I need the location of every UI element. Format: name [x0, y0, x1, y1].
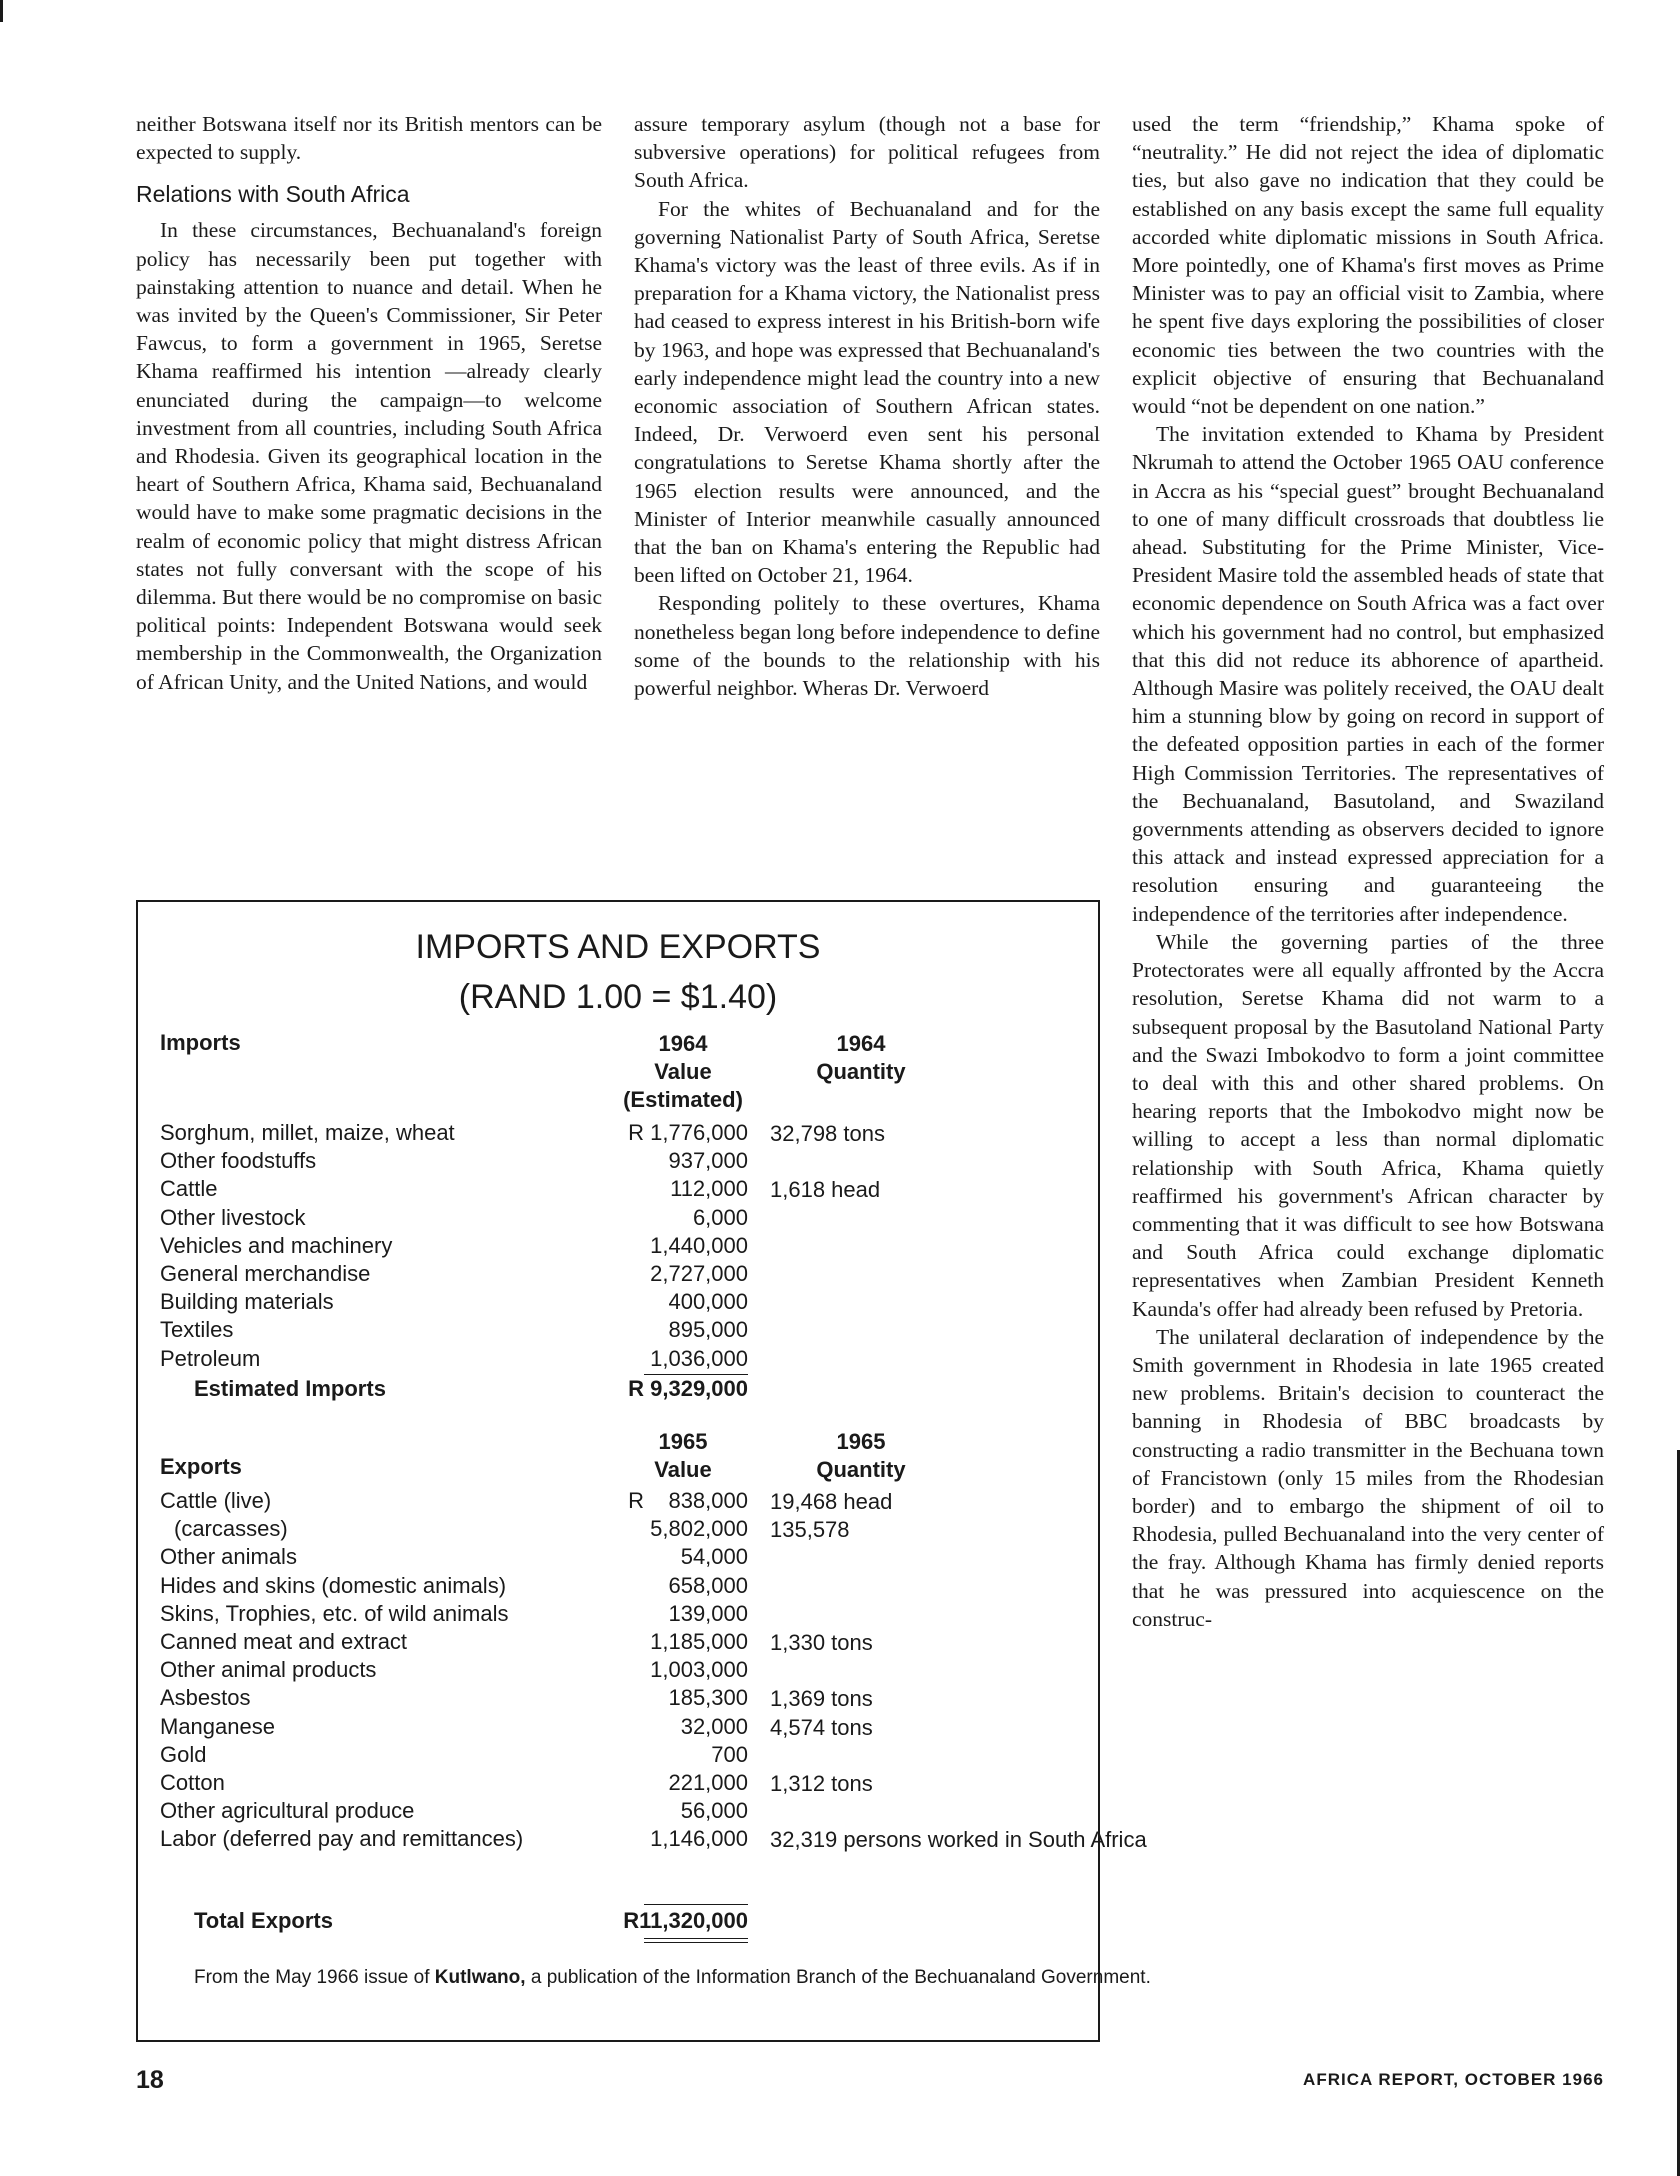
table-row-value: 700: [711, 1741, 748, 1767]
table-row-value: 185,300: [668, 1685, 748, 1711]
table-row-quantity: 1,312 tons: [770, 1771, 873, 1796]
table-row-value: 54,000: [680, 1544, 748, 1570]
total-rule-top: [644, 1904, 748, 1905]
table-row-item: Vehicles and machinery: [160, 1232, 393, 1258]
table-row-value: 400,000: [668, 1289, 748, 1315]
section-heading: Relations with South Africa: [136, 181, 410, 208]
table-row-item: Cattle (live): [160, 1488, 272, 1513]
table-row-quantity: 1,330 tons: [770, 1630, 873, 1655]
table-row-value: 1,440,000: [650, 1232, 748, 1258]
table-row-value: 658,000: [668, 1572, 748, 1598]
table-row-item: Canned meat and extract: [160, 1629, 408, 1654]
page-number: 18: [136, 2066, 164, 2094]
subtotal-rule: [644, 1374, 748, 1375]
exports-label: Exports: [160, 1454, 242, 1479]
table-row-value: 1,185,000: [650, 1629, 748, 1654]
table-subtitle: (RAND 1.00 = $1.40): [458, 978, 778, 1016]
paragraph: In these circumstances, Bechuanaland's foreign policy has necessarily been put together with painstaking attention to nuance and detail. When he was invited by the Queen's Commissioner, Sir Peter Fawcus, to form a government in 1965, Seretse Khama reaffirmed his intention —already clearly enunciated during the campaign—to welcome investment from all countries, including South Africa and Rhodesia. Given its geographical location in the heart of Southern Africa, Khama said, Bechuanaland would have to make some pragmatic decisions in the realm of economic policy that might distress African states not fully conversant with the scope of his dilemma. But there would be no compromise on basic political points: Independent Botswana would seek membership in the Commonwealth, the Organization of African Unity, and the United Nations, and would: [136, 218, 602, 694]
table-row-item: Textiles: [160, 1317, 234, 1343]
table-row-quantity: 32,798 tons: [770, 1121, 885, 1146]
table-row-value: R 1,776,000: [628, 1120, 748, 1145]
table-row-value: 1,003,000: [650, 1657, 748, 1683]
table-source-caption: From the May 1966 issue of Kutlwano, a publication of the Information Branch of the Bechuanaland Government.: [194, 1967, 1151, 1988]
table-row-item: (carcasses): [174, 1516, 288, 1542]
table-row-value: 1,036,000: [650, 1345, 748, 1371]
table-row-item: Labor (deferred pay and remittances): [160, 1826, 524, 1852]
table-row-value: 937,000: [668, 1148, 748, 1174]
table-row-item: Manganese: [160, 1713, 275, 1739]
table-row-value: 112,000: [670, 1176, 748, 1202]
table-row-value: 139,000: [668, 1600, 748, 1626]
paragraph: The unilateral declaration of independence by the Smith government in Rhodesia in late 1965 created new problems. Britain's decision to counteract the banning in Rhodesia of BBC broadcasts by constructing a radio transmitter in the Bechuana town of Francistown (only 15 miles from the Rhodesian border) and to embargo the shipment of oil to Rhodesia, pulled Bechuanaland into the very center of the fray. Although Khama has firmly denied reports that he was pressured into acquiescence on the construc-: [1132, 1324, 1604, 1631]
table-row-value: 2,727,000: [650, 1261, 748, 1286]
total-rule-bottom-1: [644, 1938, 748, 1939]
table-row-item: Other animal products: [160, 1657, 377, 1683]
table-row-item: Gold: [160, 1741, 207, 1767]
table-row-value: R 838,000: [628, 1488, 748, 1513]
table-row-item: Hides and skins (domestic animals): [160, 1572, 507, 1598]
table-row-quantity: 135,578: [770, 1517, 850, 1543]
table-row-value: 32,000: [680, 1713, 748, 1739]
imports-value-header: 1964 Value (Estimated): [623, 1031, 743, 1112]
table-row-item: Other animals: [160, 1544, 297, 1570]
article-column-1: [136, 110, 602, 696]
table-row-value: 6,000: [692, 1204, 748, 1230]
paragraph: used the term “friendship,” Khama spoke of “neutrality.” He did not reject the idea of diplomatic ties, but also gave no indication that they could be established on any basis except the same full equality accorded white diplomatic missions in South Africa. More pointedly, one of Khama's first moves as Prime Minister was to pay an official visit to Zambia, where he spent five days exploring the possibilities of closer economic ties between the two countries with the explicit objective of ensuring that Bechuanaland would “not be dependent on one nation.”: [1132, 112, 1604, 419]
imports-label: Imports: [160, 1030, 241, 1055]
table-row-item: Building materials: [160, 1289, 334, 1315]
table-row-value: 1,146,000: [650, 1826, 748, 1852]
table-row-quantity: 4,574 tons: [770, 1714, 873, 1740]
article-column-2: [634, 110, 1100, 702]
publication-line: AFRICA REPORT, OCTOBER 1966: [1303, 2070, 1604, 2089]
table-row-item: Petroleum: [160, 1345, 261, 1371]
table-row-value: 895,000: [668, 1317, 748, 1343]
table-row-quantity: 1,618 head: [770, 1177, 881, 1203]
table-row-item: Skins, Trophies, etc. of wild animals: [160, 1600, 509, 1626]
table-row-item: Other livestock: [160, 1204, 306, 1230]
table-row-item: Other foodstuffs: [160, 1148, 317, 1174]
paragraph: The invitation extended to Khama by President Nkrumah to attend the October 1965 OAU conference in Accra as his “special guest” brought Bechuanaland to one of many difficult crossroads that doubtless lie ahead. Substituting for the Prime Minister, Vice-President Masire told the assembled heads of state that economic dependence on South Africa was a fact over which his government had no control, but emphasized that this did not reduce its abhorence of apartheid. Although Masire was politely received, the OAU dealt him a stunning blow by going on record in support of the defeated opposition parties in each of the former High Commission Territories. The representatives of the Bechuanaland, Basutoland, and Swaziland governments attending as observers decided to ignore this attack and instead expressed appreciation for a resolution ensuring and guaranteeing the independence of the territories after independence.: [1132, 422, 1604, 926]
table-row-value: 221,000: [668, 1770, 748, 1795]
paragraph: neither Botswana itself nor its British mentors can be expected to supply.: [136, 112, 602, 165]
total-exports-value: R11,320,000: [623, 1908, 748, 1933]
table-title: IMPORTS AND EXPORTS: [415, 928, 821, 966]
paragraph: Responding politely to these overtures, Khama nonetheless began long before independence to define some of the bounds to the relationship with his powerful neighbor. Wheras Dr. Verwoerd: [634, 591, 1100, 701]
table-row-item: Other agricultural produce: [160, 1798, 415, 1824]
table-row-value: 5,802,000: [650, 1516, 748, 1542]
exports-value-header: 1965 Value: [654, 1429, 712, 1482]
exports-quantity-header: 1965 Quantity: [816, 1429, 906, 1482]
table-row-item: Cattle: [160, 1176, 218, 1202]
total-rule-bottom-2: [644, 1942, 748, 1943]
table-row-item: General merchandise: [160, 1261, 371, 1286]
imports-quantity-header: 1964 Quantity: [816, 1031, 906, 1084]
table-row-item: Asbestos: [160, 1685, 251, 1711]
paragraph: assure temporary asylum (though not a base for subversive operations) for political refugees from South Africa.: [634, 112, 1100, 193]
table-row-quantity: 1,369 tons: [770, 1686, 873, 1712]
table-row-item: Cotton: [160, 1770, 225, 1795]
paragraph: While the governing parties of the three Protectorates were all equally affronted by the Accra resolution, Seretse Khama did not warm to a subsequent proposal by the Basutoland National Party and the Swazi Imbokodvo to form a joint committee to deal with this and other shared problems. On hearing reports that the Imbokodvo might now be willing to accept a less than normal diplomatic relationship with South Africa, Khama quietly reaffirmed his government's African character by commenting that it was difficult to see how Botswana and South Africa could exchange diplomatic representatives when Zambian President Kenneth Kaunda's offer had already been refused by Pretoria.: [1132, 929, 1604, 1321]
table-row-quantity: 32,319 persons worked in South Africa: [770, 1827, 1147, 1853]
article-column-3: [1132, 110, 1604, 1633]
table-row-quantity: 19,468 head: [770, 1489, 893, 1514]
total-exports-label: Total Exports: [194, 1908, 333, 1933]
scan-edge-mark: [0, 0, 3, 22]
imports-exports-table: [136, 900, 1151, 2042]
table-row-item: Sorghum, millet, maize, wheat: [160, 1120, 455, 1145]
paragraph: For the whites of Bechuanaland and for the governing Nationalist Party of South Africa, Seretse Khama's victory was the least of three evils. As if in preparation for a Khama victory, the Nationalist press had ceased to express interest in his British-born wife by 1963, and hope was expressed that Bechuanaland's early independence might lead the country into a new economic association of Southern African states. Indeed, Dr. Verwoerd even sent his personal congratulations to Seretse Khama shortly after the 1965 election results were announced, and the Minister of Interior meanwhile casually announced that the ban on Khama's entering the Republic had been lifted on October 21, 1964.: [634, 196, 1100, 588]
estimated-imports-label: Estimated Imports: [194, 1376, 386, 1401]
estimated-imports-value: R 9,329,000: [628, 1376, 748, 1401]
table-row-value: 56,000: [680, 1798, 748, 1824]
